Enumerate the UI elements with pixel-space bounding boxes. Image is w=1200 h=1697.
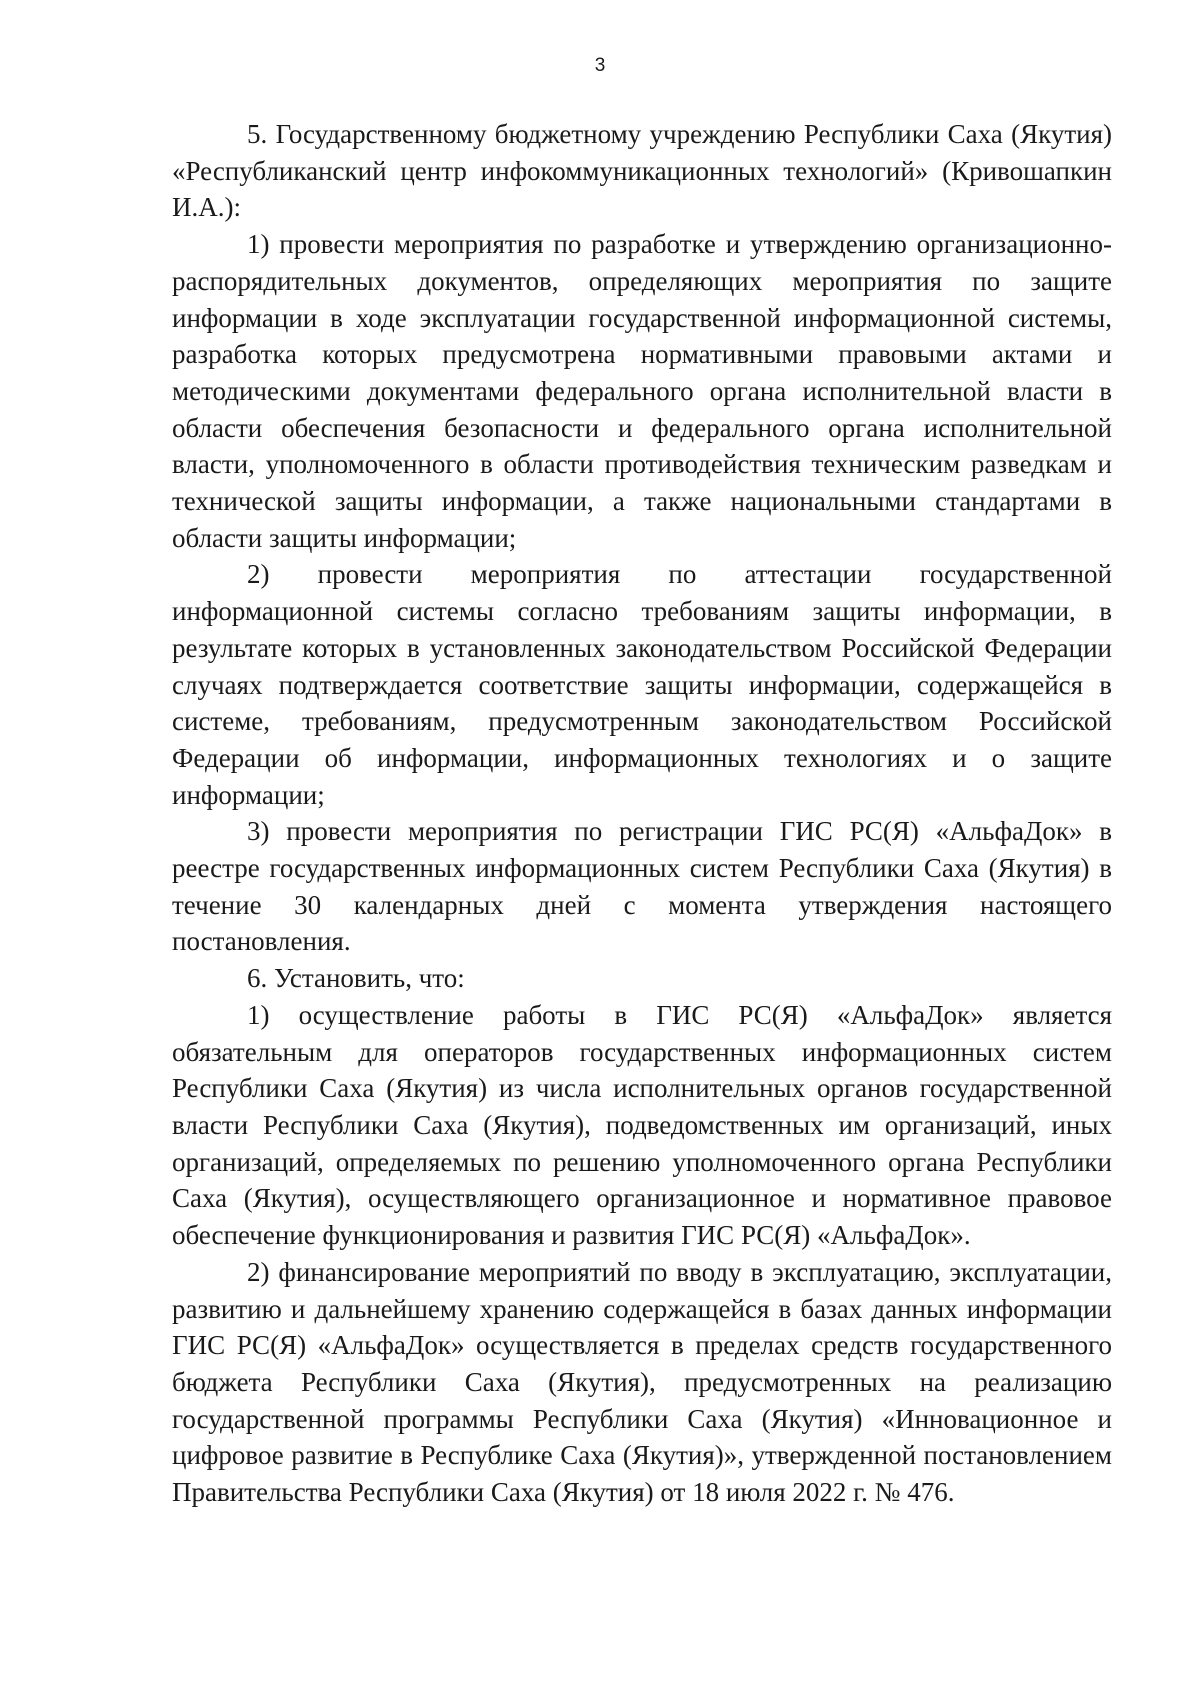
paragraph-subitem-5-1: 1) провести мероприятия по разработке и утверждению организационно-распорядительных документов, определяющих мероприятия по защите информации в ходе эксплуатации государственной информационной системы, разработка которых предусмотрена нормативными правовыми актами и методическими документами федерального органа исполнительной власти в области обеспечения безопасности и федерального органа исполнительной власти, уполномоченного в области противодействия техническим разведкам и технической защиты информации, а также национальными стандартами в области защиты информации; [172, 229, 1112, 553]
document-body [172, 116, 1112, 1511]
paragraph-subitem-6-2: 2) финансирование мероприятий по вводу в эксплуатацию, эксплуатации, развитию и дальнейшему хранению содержащейся в базах данных информации ГИС РС(Я) «АльфаДок» осуществляется в пределах средств государственного бюджета Республики Саха (Якутия), предусмотренных на реализацию государственной программы Республики Саха (Якутия) «Инновационное и цифровое развитие в Республике Саха (Якутия)», утвержденной постановлением Правительства Республики Саха (Якутия) от 18 июля 2022 г. № 476. [172, 1256, 1112, 1508]
paragraph-item-6: 6. Установить, что: [247, 963, 465, 994]
page-number: 3 [594, 55, 606, 76]
paragraph-subitem-5-2: 2) провести мероприятия по аттестации государственной информационной системы согласно требованиям защиты информации, в результате которых в установленных законодательством Российской Федерации случаях подтверждается соответствие защиты информации, содержащейся в системе, требованиям, предусмотренным законодательством Российской Федерации об информации, информационных технологиях и о защите информации; [172, 559, 1112, 810]
paragraph-subitem-6-1: 1) осуществление работы в ГИС РС(Я) «АльфаДок» является обязательным для операторов государственных информационных систем Республики Саха (Якутия) из числа исполнительных органов государственной власти Республики Саха (Якутия), подведомственных им организаций, иных организаций, определяемых по решению уполномоченного органа Республики Саха (Якутия), осуществляющего организационное и нормативное правовое обеспечение функционирования и развития ГИС РС(Я) «АльфаДок». [172, 999, 1112, 1251]
paragraph-item-5: 5. Государственному бюджетному учреждению Республики Саха (Якутия) «Республиканский центр инфокоммуникационных технологий» (Кривошапкин И.А.): [172, 119, 1112, 223]
paragraph-subitem-5-3: 3) провести мероприятия по регистрации ГИС РС(Я) «АльфаДок» в реестре государственных информационных систем Республики Саха (Якутия) в течение 30 календарных дней с момента утверждения настоящего постановления. [172, 816, 1112, 957]
